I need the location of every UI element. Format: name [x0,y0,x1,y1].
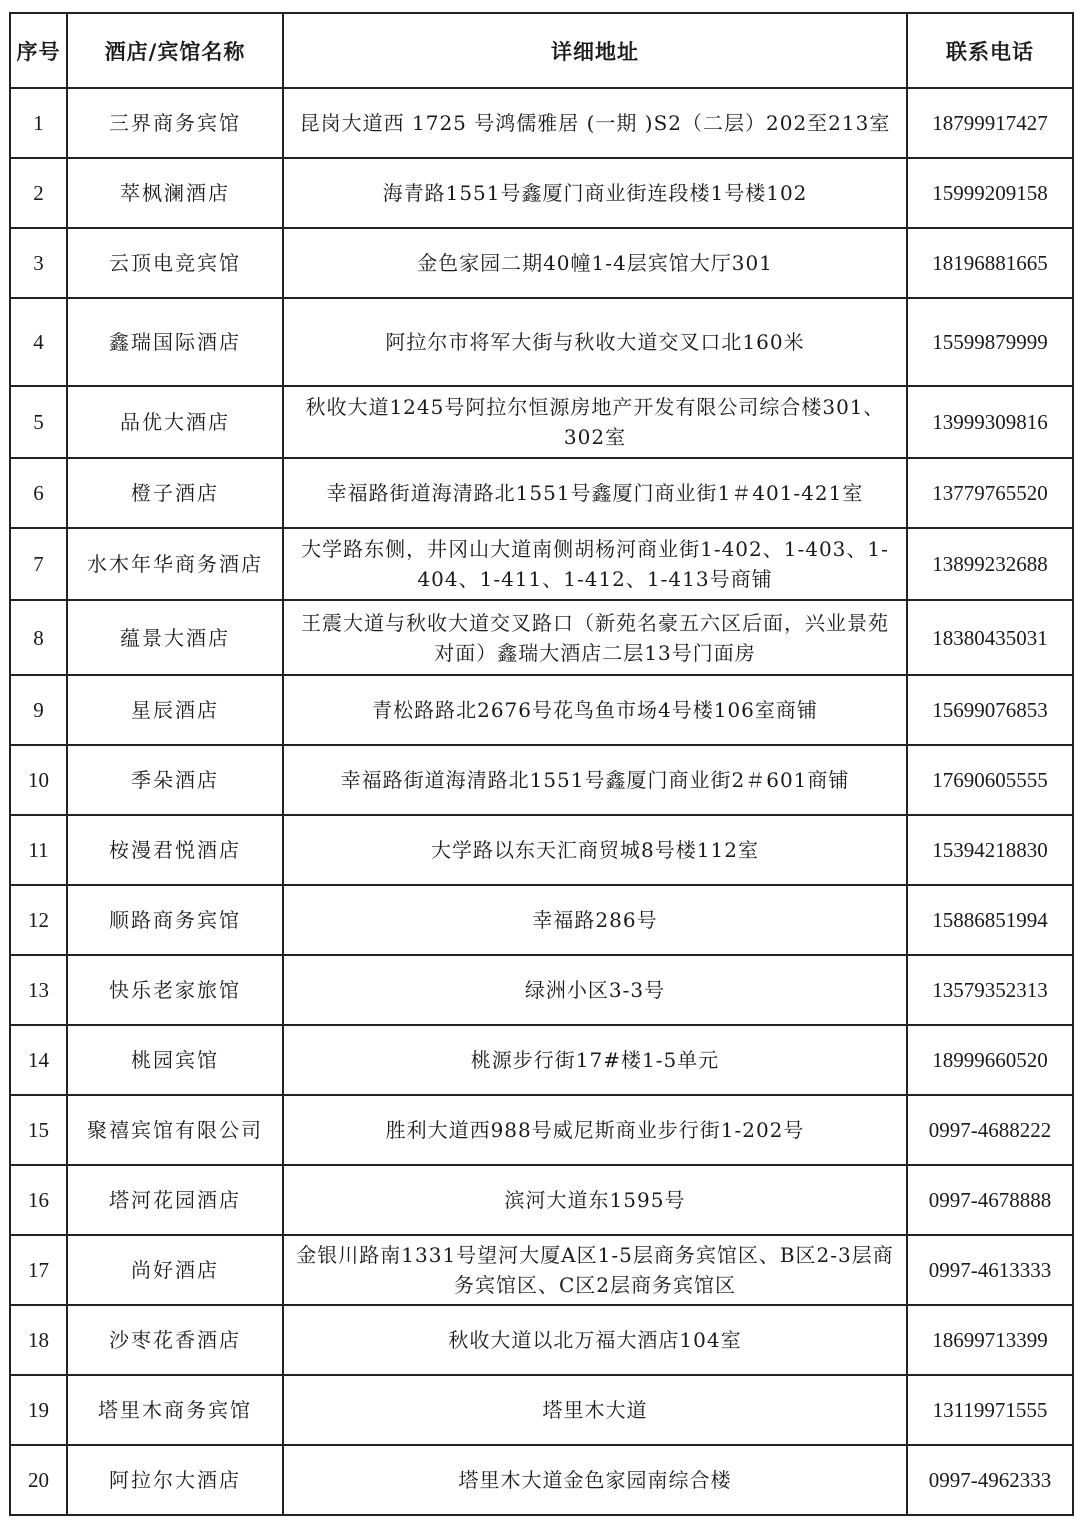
hotel-address: 桃源步行街17#楼1-5单元 [283,1025,907,1095]
hotel-address: 塔里木大道 [283,1375,907,1445]
table-row [10,228,1073,298]
hotel-phone: 15886851994 [907,885,1073,955]
hotel-name: 蕴景大酒店 [67,600,283,675]
row-index: 2 [10,158,67,228]
hotel-phone: 15699076853 [907,675,1073,745]
hotel-name: 塔河花园酒店 [67,1165,283,1235]
row-index: 4 [10,298,67,386]
table-row [10,1235,1073,1305]
hotel-name: 品优大酒店 [67,386,283,458]
hotel-address: 青松路路北2676号花鸟鱼市场4号楼106室商铺 [283,675,907,745]
table-row [10,1375,1073,1445]
row-index: 3 [10,228,67,298]
table-row [10,458,1073,528]
table-row [10,158,1073,228]
hotel-address: 秋收大道以北万福大酒店104室 [283,1305,907,1375]
hotel-phone: 0997-4613333 [907,1235,1073,1305]
hotel-phone: 18196881665 [907,228,1073,298]
hotel-address: 幸福路街道海清路北1551号鑫厦门商业街1＃401-421室 [283,458,907,528]
table-row [10,386,1073,458]
hotel-name: 阿拉尔大酒店 [67,1445,283,1515]
row-index: 15 [10,1095,67,1165]
hotel-name: 尚好酒店 [67,1235,283,1305]
hotel-name: 云顶电竞宾馆 [67,228,283,298]
hotel-name: 星辰酒店 [67,675,283,745]
row-index: 7 [10,528,67,600]
hotel-name: 塔里木商务宾馆 [67,1375,283,1445]
hotel-list-table [9,12,1074,1516]
hotel-address: 阿拉尔市将军大街与秋收大道交叉口北160米 [283,298,907,386]
hotel-phone: 13899232688 [907,528,1073,600]
hotel-address: 金银川路南1331号望河大厦A区1-5层商务宾馆区、B区2-3层商务宾馆区、C区2层商务宾馆区 [283,1235,907,1305]
hotel-name: 顺路商务宾馆 [67,885,283,955]
row-index: 13 [10,955,67,1025]
row-index: 1 [10,88,67,158]
row-index: 14 [10,1025,67,1095]
hotel-name: 季朵酒店 [67,745,283,815]
hotel-name: 桃园宾馆 [67,1025,283,1095]
table-row [10,1165,1073,1235]
row-index: 16 [10,1165,67,1235]
hotel-address: 昆岗大道西 1725 号鸿儒雅居 (一期 )S2（二层）202至213室 [283,88,907,158]
hotel-phone: 18799917427 [907,88,1073,158]
hotel-address: 海青路1551号鑫厦门商业街连段楼1号楼102 [283,158,907,228]
header-phone: 联系电话 [907,13,1073,88]
table-row [10,815,1073,885]
hotel-phone: 0997-4678888 [907,1165,1073,1235]
table-row [10,88,1073,158]
table-header-row [10,13,1073,88]
hotel-phone: 13119971555 [907,1375,1073,1445]
hotel-address: 金色家园二期40幢1-4层宾馆大厅301 [283,228,907,298]
hotel-phone: 15999209158 [907,158,1073,228]
table-row [10,1305,1073,1375]
row-index: 17 [10,1235,67,1305]
hotel-name: 沙枣花香酒店 [67,1305,283,1375]
hotel-phone: 15599879999 [907,298,1073,386]
row-index: 10 [10,745,67,815]
hotel-address: 大学路东侧，井冈山大道南侧胡杨河商业街1-402、1-403、1-404、1-411、1-412、1-413号商铺 [283,528,907,600]
hotel-address: 王震大道与秋收大道交叉路口（新苑名豪五六区后面，兴业景苑对面）鑫瑞大酒店二层13号门面房 [283,600,907,675]
hotel-name: 萃枫澜酒店 [67,158,283,228]
hotel-name: 三界商务宾馆 [67,88,283,158]
table-row [10,1445,1073,1515]
hotel-phone: 18380435031 [907,600,1073,675]
hotel-name: 桉漫君悦酒店 [67,815,283,885]
hotel-phone: 13999309816 [907,386,1073,458]
hotel-address: 胜利大道西988号威尼斯商业步行街1-202号 [283,1095,907,1165]
table-row [10,298,1073,386]
hotel-address: 塔里木大道金色家园南综合楼 [283,1445,907,1515]
row-index: 9 [10,675,67,745]
header-hotel-name: 酒店/宾馆名称 [67,13,283,88]
hotel-phone: 17690605555 [907,745,1073,815]
table-row [10,1095,1073,1165]
row-index: 19 [10,1375,67,1445]
row-index: 12 [10,885,67,955]
hotel-name: 聚禧宾馆有限公司 [67,1095,283,1165]
hotel-address: 绿洲小区3-3号 [283,955,907,1025]
hotel-name: 橙子酒店 [67,458,283,528]
row-index: 6 [10,458,67,528]
hotel-phone: 15394218830 [907,815,1073,885]
hotel-phone: 13579352313 [907,955,1073,1025]
row-index: 20 [10,1445,67,1515]
table-body [10,88,1073,1515]
hotel-address: 大学路以东天汇商贸城8号楼112室 [283,815,907,885]
row-index: 8 [10,600,67,675]
table-row [10,745,1073,815]
row-index: 11 [10,815,67,885]
hotel-address: 幸福路街道海清路北1551号鑫厦门商业街2＃601商铺 [283,745,907,815]
hotel-name: 鑫瑞国际酒店 [67,298,283,386]
hotel-address: 幸福路286号 [283,885,907,955]
hotel-address: 秋收大道1245号阿拉尔恒源房地产开发有限公司综合楼301、302室 [283,386,907,458]
table-row [10,1025,1073,1095]
table-row [10,675,1073,745]
hotel-name: 快乐老家旅馆 [67,955,283,1025]
hotel-phone: 18699713399 [907,1305,1073,1375]
table-row [10,885,1073,955]
table-row [10,600,1073,675]
hotel-address: 滨河大道东1595号 [283,1165,907,1235]
header-index: 序号 [10,13,67,88]
header-address: 详细地址 [283,13,907,88]
table-row [10,955,1073,1025]
hotel-phone: 13779765520 [907,458,1073,528]
hotel-phone: 0997-4962333 [907,1445,1073,1515]
hotel-phone: 0997-4688222 [907,1095,1073,1165]
hotel-phone: 18999660520 [907,1025,1073,1095]
hotel-name: 水木年华商务酒店 [67,528,283,600]
row-index: 5 [10,386,67,458]
table-row [10,528,1073,600]
row-index: 18 [10,1305,67,1375]
